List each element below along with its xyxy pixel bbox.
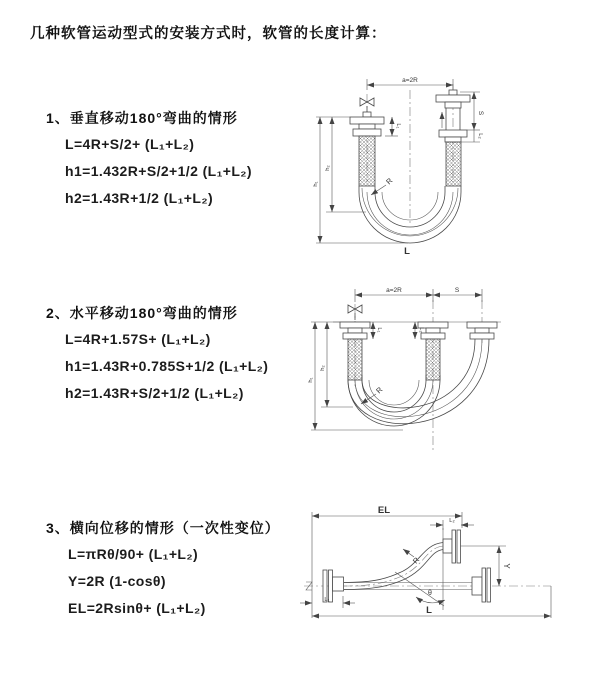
dim-label-a2r: a=2R bbox=[402, 77, 418, 84]
dim-label-l2: L₂ bbox=[477, 133, 483, 139]
hose-centerline bbox=[344, 546, 443, 586]
dim-label-h2: h₂ bbox=[320, 365, 326, 371]
angle-arc bbox=[416, 597, 445, 603]
length-label: L bbox=[404, 246, 410, 257]
hose-fitting-right-moved bbox=[467, 322, 497, 339]
dim-label-s: S bbox=[454, 287, 460, 294]
dim-label-l1: L₁ bbox=[395, 123, 401, 129]
dim-label-l2: L₂ bbox=[449, 518, 455, 524]
section-1-formula-h2: h2=1.43R+1/2 (L₁+L₂) bbox=[65, 190, 214, 206]
diagram-3-lateral-displacement bbox=[296, 498, 596, 646]
radius-label: R bbox=[374, 385, 385, 396]
construction-line bbox=[395, 572, 444, 606]
angle-label: θ bbox=[428, 590, 432, 597]
radius-label: R bbox=[384, 176, 395, 187]
section-2-formula-l: L=4R+1.57S+ (L₁+L₂) bbox=[65, 331, 211, 347]
section-3-formula-y: Y=2R (1-cosθ) bbox=[68, 573, 166, 589]
dim-label-y: Y bbox=[502, 563, 511, 569]
section-1-formula-h1: h1=1.432R+S/2+1/2 (L₁+L₂) bbox=[65, 163, 252, 179]
section-3-heading: 3、横向位移的情形（一次性变位） bbox=[46, 520, 280, 536]
section-3-formula-l: L=πRθ/90+ (L₁+L₂) bbox=[68, 546, 199, 562]
section-3-formula-el: EL=2Rsinθ+ (L₁+L₂) bbox=[68, 600, 206, 616]
section-2-formula-h1: h1=1.43R+0.785S+1/2 (L₁+L₂) bbox=[65, 358, 269, 374]
hose-fitting-left bbox=[340, 322, 370, 380]
dim-label-h1: h₁ bbox=[313, 181, 319, 187]
dim-label-s: S bbox=[477, 110, 484, 116]
section-2-heading: 2、水平移动180°弯曲的情形 bbox=[46, 305, 238, 321]
hose-fitting-left bbox=[350, 112, 384, 186]
radius-label: R bbox=[410, 555, 422, 566]
dim-label-el: EL bbox=[377, 505, 391, 516]
diagram-1-vertical-bend bbox=[308, 72, 566, 267]
hose-fitting-right bbox=[436, 90, 470, 186]
dim-label-h1: h₁ bbox=[308, 377, 314, 383]
dim-label-h2: h₂ bbox=[325, 165, 331, 171]
dim-label-l: L bbox=[426, 605, 432, 616]
section-1-formula-l: L=4R+S/2+ (L₁+L₂) bbox=[65, 136, 195, 152]
section-1-heading: 1、垂直移动180°弯曲的情形 bbox=[46, 110, 238, 126]
dim-label-l2: L₂ bbox=[418, 327, 424, 333]
section-2-formula-h2: h2=1.43R+S/2+1/2 (L₁+L₂) bbox=[65, 385, 244, 401]
diagram-2-horizontal-bend bbox=[303, 282, 573, 467]
dim-label-l1: L₁ bbox=[376, 327, 382, 333]
dim-label-l1: L₁ bbox=[324, 597, 330, 603]
dim-label-a2r: a=2R bbox=[386, 287, 402, 294]
page-title: 几种软管运动型式的安装方式时，软管的长度计算： bbox=[30, 26, 387, 42]
